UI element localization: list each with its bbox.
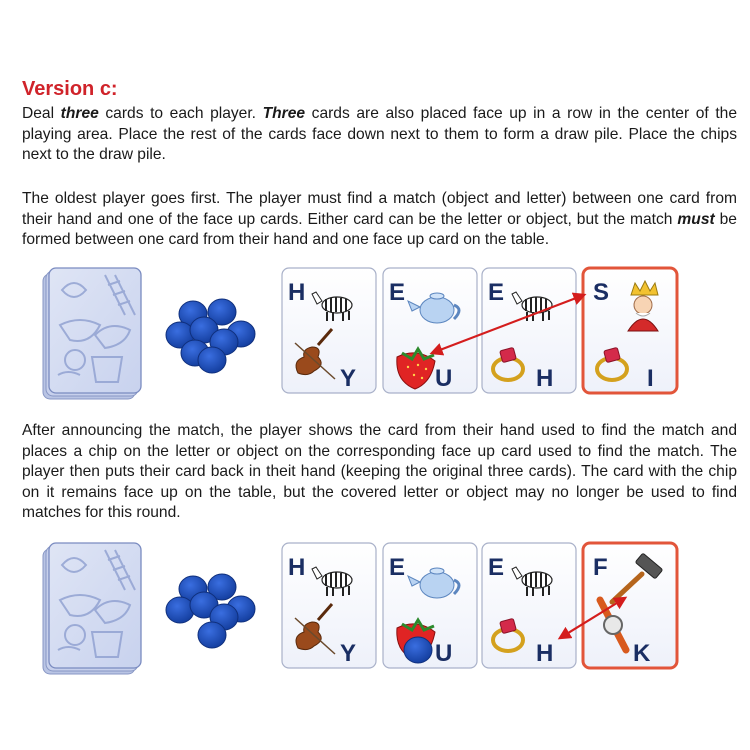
illustration-row-2 <box>0 540 750 670</box>
face-up-card[interactable] <box>383 268 477 393</box>
chip-marker <box>404 637 432 663</box>
face-up-card-highlighted[interactable] <box>583 543 677 668</box>
card-bottom-letter: U <box>435 365 453 392</box>
card-top-letter: H <box>288 279 306 306</box>
card-top-letter: S <box>593 279 610 306</box>
face-up-card[interactable] <box>383 543 477 668</box>
card-top-letter: E <box>488 554 505 581</box>
illustration-row-1 <box>0 265 750 395</box>
card-top-letter: H <box>288 554 306 581</box>
card-bottom-letter: U <box>435 640 453 667</box>
instruction-paragraph-3: After announcing the match, the player shows the card from their hand used to find the match and places a chip on the letter or object on the corresponding face up card used to find the match. The player then puts their card back in theit hand (keeping the original three cards). The card with the chip on it remains face up on the table, but the covered letter or object may no longer be used to find matches for this round. <box>22 422 737 521</box>
card-bottom-letter: H <box>536 640 554 667</box>
instruction-paragraph-2: The oldest player goes first. The player must find a match (object and letter) between one card from their hand and one of the face up cards. Either card can be the letter or object, but the match must be formed between one card from their hand and one face up card on the table. <box>22 190 737 248</box>
chip-pile <box>166 299 255 373</box>
card-top-letter: E <box>488 279 505 306</box>
face-up-card[interactable] <box>282 543 376 668</box>
face-up-card[interactable] <box>482 268 576 393</box>
card-bottom-letter: H <box>536 365 554 392</box>
face-up-card[interactable] <box>482 543 576 668</box>
card-top-letter: F <box>593 554 608 581</box>
card-bottom-letter: I <box>647 365 654 392</box>
draw-pile <box>43 543 141 674</box>
page-title: Version c: <box>22 78 118 100</box>
card-top-letter: E <box>389 279 406 306</box>
card-bottom-letter: Y <box>340 365 357 392</box>
chip-pile <box>166 574 255 648</box>
instruction-paragraph-1: Deal three cards to each player. Three cards are also placed face up in a row in the center of the playing area. Place the rest of the cards face down next to them to form a draw pile. Place the chips next to the draw pile. <box>22 105 737 163</box>
face-up-card-highlighted[interactable] <box>583 268 677 393</box>
card-top-letter: E <box>389 554 406 581</box>
draw-pile <box>43 268 141 399</box>
face-up-card[interactable] <box>282 268 376 393</box>
card-bottom-letter: K <box>633 640 651 667</box>
card-bottom-letter: Y <box>340 640 357 667</box>
